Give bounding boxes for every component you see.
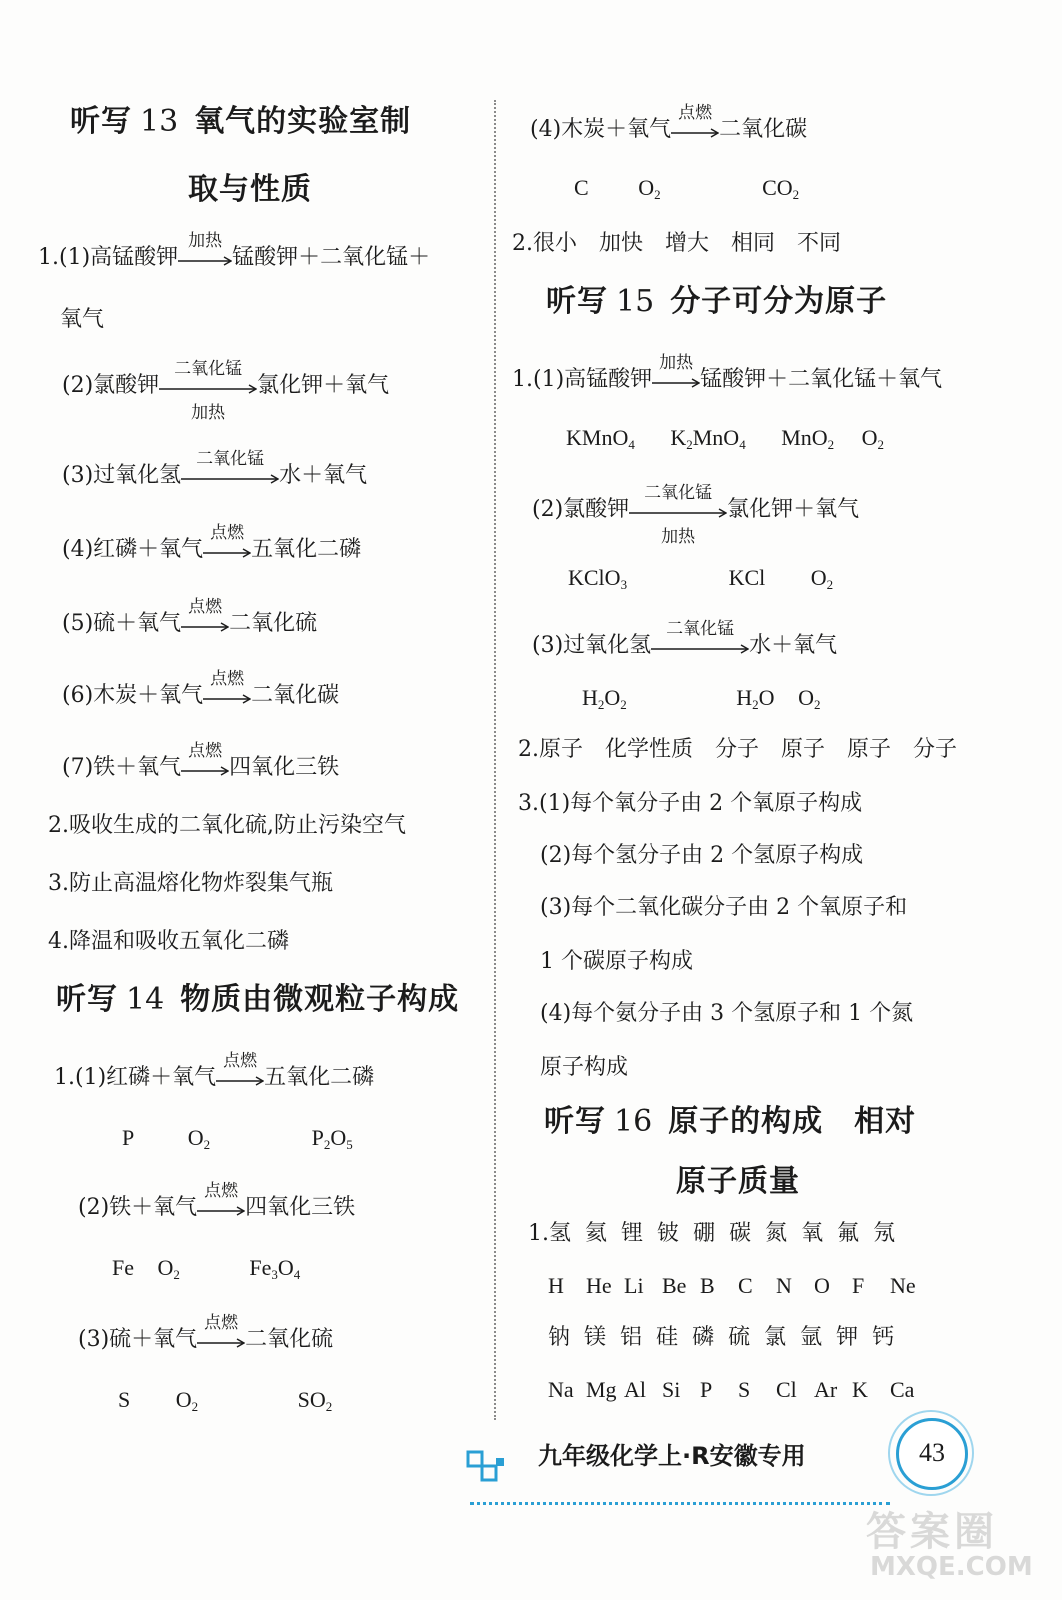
s15-answer-2: 2.原子 化学性质 分子 原子 原子 分子 — [518, 737, 957, 762]
s13-line-4 — [62, 523, 362, 564]
s15-formulas-3 — [582, 684, 820, 712]
s13-line-1b: 氧气 — [60, 307, 105, 332]
product: 五氧化二磷 — [264, 1065, 375, 1090]
element-symbol: K — [852, 1377, 868, 1402]
s15-line-2 — [532, 483, 860, 547]
reaction-arrow — [203, 523, 251, 556]
element-names-row-2 — [548, 1324, 894, 1352]
formula: $O_2$ — [861, 425, 885, 452]
condition: 点燃 — [204, 1313, 239, 1333]
condition: 点燃 — [223, 1051, 258, 1071]
formula: Fe — [112, 1255, 134, 1280]
reaction-arrow — [197, 1181, 245, 1214]
reaction-arrow — [651, 619, 749, 652]
reaction-arrow — [671, 103, 719, 136]
s13-answer-2: 2.吸收生成的二氧化硫,防止污染空气 — [48, 813, 406, 838]
reaction-arrow — [197, 1313, 245, 1346]
s13-line-2 — [62, 359, 390, 423]
element-name: 锂 — [621, 1221, 644, 1246]
reaction-arrow — [181, 741, 229, 774]
condition: 加热 — [191, 403, 226, 423]
s14-formulas-4 — [574, 174, 799, 202]
element-symbol: C — [738, 1273, 753, 1298]
element-symbol: Cl — [776, 1377, 797, 1402]
element-symbol: Na — [548, 1377, 574, 1402]
reactant: (2)氯酸钾 — [62, 373, 160, 398]
element-name: 硼 — [693, 1221, 716, 1246]
element-symbol: Al — [624, 1377, 646, 1402]
product: 二氧化碳 — [719, 117, 808, 142]
element-symbol: Ca — [890, 1377, 915, 1402]
product: 二氧化硫 — [245, 1327, 334, 1352]
s14-line-1 — [54, 1051, 375, 1092]
element-symbol: He — [586, 1273, 612, 1298]
book-title: 九年级化学上·R安徽专用 — [538, 1442, 806, 1470]
reactant: (7)铁＋氧气 — [62, 755, 182, 780]
s15-line-1 — [512, 353, 943, 394]
s14-line-2 — [78, 1181, 356, 1222]
condition: 点燃 — [188, 597, 223, 617]
formula: KCl — [728, 565, 766, 590]
condition: 点燃 — [204, 1181, 239, 1201]
element-name: 氩 — [800, 1325, 823, 1350]
s13-line-5 — [62, 597, 318, 638]
reaction-arrow — [629, 483, 727, 547]
watermark-logo: 答案圈 — [866, 1509, 998, 1555]
heading-label: 听写 — [544, 1104, 606, 1139]
element-symbol: N — [776, 1273, 792, 1298]
s14-line-3 — [78, 1313, 334, 1354]
formula: $O_2$ — [175, 1387, 199, 1414]
formula: $CO_2$ — [762, 175, 800, 202]
reactant: (5)硫＋氧气 — [62, 611, 182, 636]
condition: 加热 — [188, 231, 223, 251]
catalyst: 二氧化锰 — [196, 449, 265, 469]
product: 二氧化碳 — [251, 683, 340, 708]
element-symbol: B — [700, 1273, 715, 1298]
section-14-heading — [56, 982, 459, 1018]
element-name: 氦 — [585, 1221, 608, 1246]
reactant: (6)木炭＋氧气 — [62, 683, 204, 708]
product: 五氧化二磷 — [251, 537, 362, 562]
product: 氯化钾＋氧气 — [727, 497, 860, 522]
s13-line-1 — [38, 231, 431, 272]
section-16-heading — [544, 1104, 916, 1140]
s14-formulas-2 — [112, 1254, 300, 1282]
reaction-arrow — [159, 359, 257, 423]
heading-number: 13 — [140, 104, 179, 139]
formula: KMnO$_4$ — [566, 425, 635, 452]
watermark-url: MXQE.COM — [870, 1552, 1033, 1582]
product: 四氧化三铁 — [245, 1195, 356, 1220]
element-name: 氧 — [801, 1221, 824, 1246]
reactant: (2)铁＋氧气 — [78, 1195, 198, 1220]
page-number: 43 — [896, 1418, 968, 1490]
formula: MnO$_2$ — [781, 425, 835, 452]
reaction-arrow — [178, 231, 232, 264]
s15-answer-3-1: 3.(1)每个氧分子由 2 个氧原子构成 — [518, 791, 863, 816]
s13-line-3 — [62, 449, 368, 490]
formula: $O_2$ — [810, 565, 834, 592]
heading-label: 听写 — [546, 284, 608, 319]
heading-title: 原子的构成 相对 — [668, 1104, 917, 1139]
element-name: 钙 — [872, 1325, 895, 1350]
reactant: (4)木炭＋氧气 — [530, 117, 672, 142]
s14-formulas-1 — [122, 1124, 353, 1152]
reactant: 1.(1)红磷＋氧气 — [54, 1065, 217, 1090]
element-symbol: Mg — [586, 1377, 617, 1402]
footer-logo-icon — [466, 1448, 526, 1488]
heading-title: 氧气的实验室制 — [194, 104, 412, 139]
element-symbol: S — [738, 1377, 751, 1402]
section-16-heading-cont: 原子质量 — [676, 1164, 800, 1199]
formula: $P_2O_5$ — [311, 1125, 353, 1152]
element-symbol: P — [700, 1377, 713, 1402]
formula: C — [574, 175, 589, 200]
product: 水＋氧气 — [749, 633, 838, 658]
formula: S — [118, 1387, 131, 1412]
reaction-arrow — [181, 449, 279, 482]
s13-answer-3: 3.防止高温熔化物炸裂集气瓶 — [48, 871, 333, 896]
condition: 点燃 — [188, 741, 223, 761]
heading-label: 听写 — [56, 982, 118, 1017]
element-name: 镁 — [584, 1325, 607, 1350]
element-symbol: Ne — [890, 1273, 916, 1298]
formula: KClO$_3$ — [568, 565, 628, 592]
element-name: 1.氢 — [528, 1221, 571, 1246]
s13-line-7 — [62, 741, 340, 782]
element-symbol: O — [814, 1273, 830, 1298]
catalyst: 二氧化锰 — [666, 619, 735, 639]
element-name: 氯 — [764, 1325, 787, 1350]
formula: $O_2$ — [798, 685, 821, 712]
s15-formulas-2 — [568, 564, 833, 592]
catalyst: 二氧化锰 — [174, 359, 243, 379]
product: 水＋氧气 — [279, 463, 368, 488]
element-symbol: Be — [662, 1273, 687, 1298]
condition: 点燃 — [678, 103, 713, 123]
s14-answer-2: 2.很小 加快 增大 相同 不同 — [512, 231, 841, 256]
condition: 点燃 — [210, 523, 245, 543]
reactant: 1.(1)高锰酸钾 — [512, 367, 653, 392]
element-name: 铝 — [620, 1325, 643, 1350]
formula: $SO_2$ — [297, 1387, 333, 1414]
element-name: 碳 — [729, 1221, 752, 1246]
section-15-heading — [546, 284, 887, 320]
reaction-arrow — [181, 597, 229, 630]
heading-number: 14 — [126, 982, 165, 1017]
product: 氯化钾＋氧气 — [257, 373, 390, 398]
reactant: (3)过氧化氢 — [532, 633, 652, 658]
reaction-arrow — [652, 353, 700, 386]
element-symbol: F — [852, 1273, 865, 1298]
reactant: 1.(1)高锰酸钾 — [38, 245, 179, 270]
heading-title: 分子可分为原子 — [670, 284, 888, 319]
element-symbol: Ar — [814, 1377, 838, 1402]
element-symbol: Li — [624, 1273, 644, 1298]
element-name: 氖 — [873, 1221, 896, 1246]
element-name: 氟 — [837, 1221, 860, 1246]
s14-formulas-3 — [118, 1386, 332, 1414]
element-name: 磷 — [692, 1325, 715, 1350]
section-13-heading — [70, 104, 411, 140]
element-name: 钠 — [548, 1325, 571, 1350]
reaction-arrow — [203, 669, 251, 702]
element-name: 钾 — [836, 1325, 859, 1350]
reactant: (3)硫＋氧气 — [78, 1327, 198, 1352]
s13-answer-4: 4.降温和吸收五氧化二磷 — [48, 929, 289, 954]
condition: 加热 — [661, 527, 696, 547]
s15-formulas-1 — [566, 424, 884, 452]
condition: 点燃 — [210, 669, 245, 689]
formula: $O_2$ — [187, 1125, 211, 1152]
formula: $Fe_3O_4$ — [249, 1255, 301, 1282]
element-symbols-row-2 — [548, 1376, 928, 1404]
formula: $O_2$ — [157, 1255, 180, 1282]
s15-answer-3-2: (2)每个氢分子由 2 个氢原子构成 — [540, 843, 864, 868]
s15-answer-3-3b: 1 个碳原子构成 — [540, 949, 693, 974]
element-symbol: H — [548, 1273, 564, 1298]
formula: $H_2O$ — [736, 685, 775, 712]
column-divider — [494, 100, 496, 1420]
section-13-heading-cont: 取与性质 — [188, 172, 312, 207]
heading-number: 16 — [614, 1104, 653, 1139]
s14-line-4 — [530, 103, 808, 144]
element-name: 氮 — [765, 1221, 788, 1246]
formula: P — [122, 1125, 135, 1150]
element-name: 硅 — [656, 1325, 679, 1350]
s15-answer-3-4: (4)每个氨分子由 3 个氢原子和 1 个氮 — [540, 1001, 914, 1026]
element-symbols-row-1 — [548, 1272, 928, 1300]
heading-label: 听写 — [70, 104, 132, 139]
element-names-row-1 — [528, 1220, 895, 1248]
reactant: (2)氯酸钾 — [532, 497, 630, 522]
s15-answer-3-3: (3)每个二氧化碳分子由 2 个氧原子和 — [540, 895, 908, 920]
reaction-arrow — [216, 1051, 264, 1084]
s15-line-3 — [532, 619, 838, 660]
product: 四氧化三铁 — [229, 755, 340, 780]
product: 锰酸钾＋二氧化锰＋氧气 — [700, 367, 943, 392]
condition: 加热 — [659, 353, 694, 373]
s15-answer-3-4b: 原子构成 — [540, 1055, 629, 1080]
element-name: 硫 — [728, 1325, 751, 1350]
catalyst: 二氧化锰 — [644, 483, 713, 503]
s13-line-6 — [62, 669, 340, 710]
heading-title: 物质由微观粒子构成 — [180, 982, 460, 1017]
heading-number: 15 — [616, 284, 655, 319]
reactant: (4)红磷＋氧气 — [62, 537, 204, 562]
formula: $K_2MnO_4$ — [670, 425, 746, 452]
formula: $O_2$ — [638, 175, 661, 202]
product: 二氧化硫 — [229, 611, 318, 636]
reactant: (3)过氧化氢 — [62, 463, 182, 488]
formula: $H_2O_2$ — [582, 685, 627, 712]
product: 锰酸钾＋二氧化锰＋ — [232, 245, 431, 270]
element-name: 铍 — [657, 1221, 680, 1246]
element-symbol: Si — [662, 1377, 681, 1402]
footer-dotted-line — [470, 1502, 890, 1505]
